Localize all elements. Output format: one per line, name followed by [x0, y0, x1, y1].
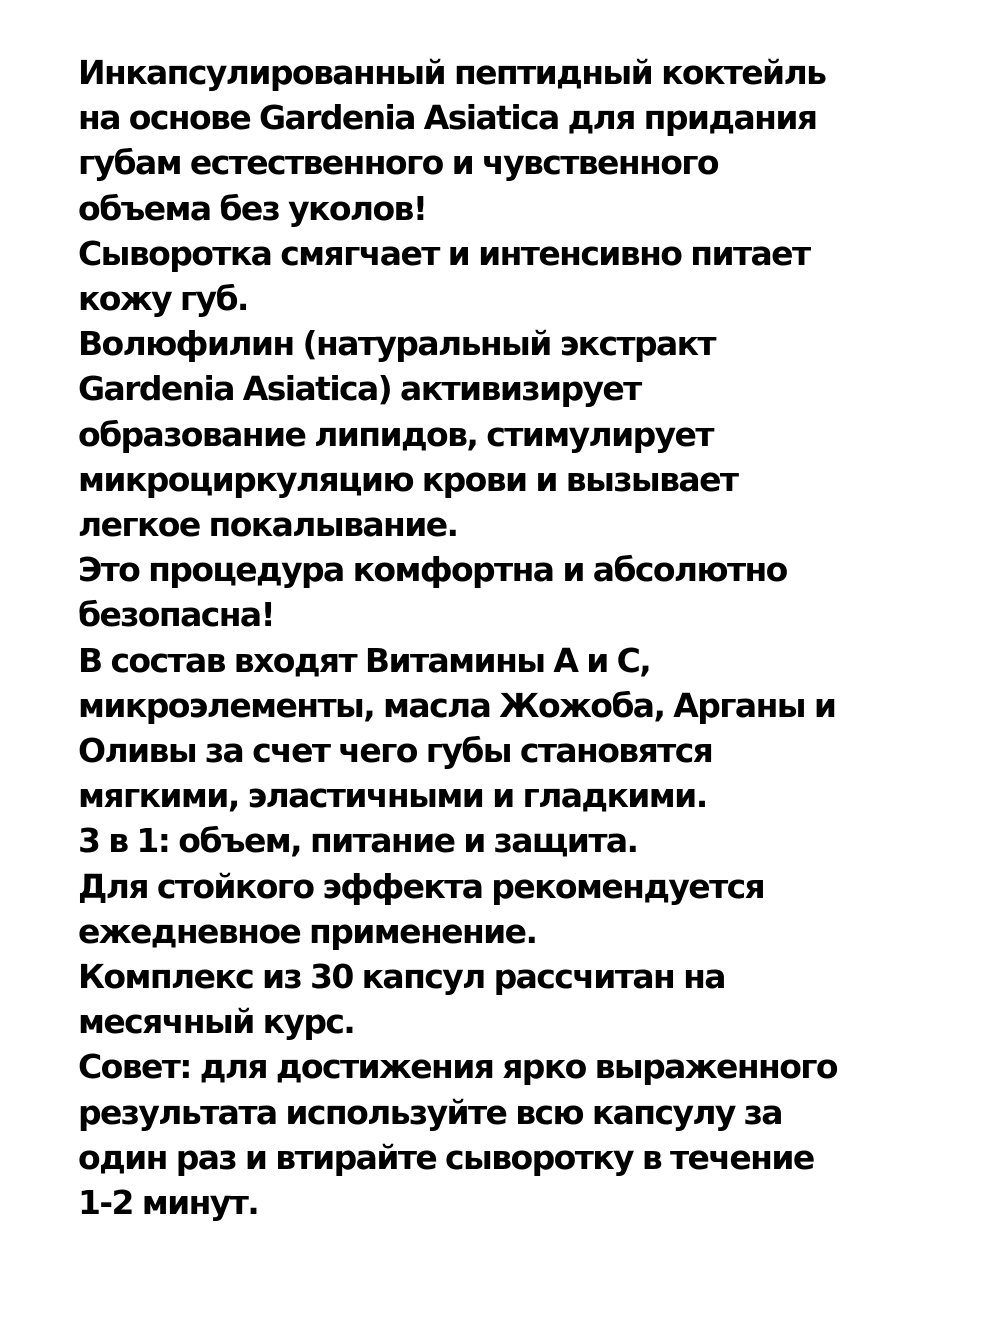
usage-paragraph: Для стойкого эффекта рекомендуется ежедневное применение.: [78, 866, 765, 951]
tip-paragraph: Совет: для достижения ярко выраженного результата используйте всю капсулу за один раз и втирайте сыворотку в течение 1-2 минут.: [78, 1047, 838, 1223]
safety-paragraph: Это процедура комфортна и абсолютно безопасна!: [78, 550, 787, 635]
course-paragraph: Комплекс из 30 капсул рассчитан на месячный курс.: [78, 957, 725, 1042]
serum-paragraph: Сыворотка смягчает и интенсивно питает кожу губ.: [78, 233, 810, 319]
product-description: [78, 50, 938, 1225]
ingredients-paragraph: В состав входят Витамины А и С, микроэлементы, масла Жожоба, Арганы и Оливы за счет чего губы становятся мягкими, эластичными и гладкими.: [78, 640, 836, 816]
intro-paragraph: Инкапсулированный пептидный коктейль на основе Gardenia Asiatica для придания губам естественного и чувственного объема без уколов!: [78, 53, 826, 228]
benefits-paragraph: 3 в 1: объем, питание и защита.: [78, 821, 638, 861]
volufiline-paragraph: Волюфилин (натуральный экстракт Gardenia Asiatica) активизирует образование липидов, стимулирует микроциркуляцию крови и вызывает легкое покалывание.: [78, 324, 738, 545]
